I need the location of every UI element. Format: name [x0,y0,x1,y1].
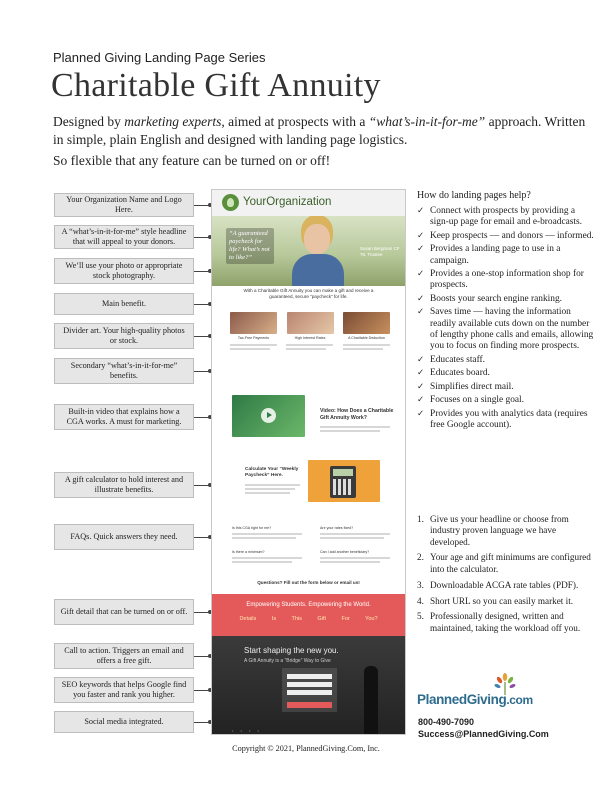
faq-question[interactable]: Is there a minimum? [232,550,265,554]
signup-form [282,668,337,712]
divider-photo [230,312,277,334]
form-field[interactable] [287,690,332,695]
callout-calculator: A gift calculator to hold interest and illustrate benefits. [54,472,194,498]
list-item: ✓ Saves time — having the information readily available cuts down on the number of lengthy phone calls and emails, allowing you to focus on finding more prospects. [417,307,594,352]
callout-social: Social media integrated. [54,711,194,733]
person-photo [304,224,330,254]
list-item: ✓ Connect with prospects by providing a sign-up page for email and e-broadcasts. [417,206,583,228]
person-body [292,254,344,286]
org-name: YourOrganization [243,196,332,208]
list-item: ✓ Provides a one-stop information shop for prospects. [417,269,584,291]
copyright: Copyright © 2021, PlannedGiving.Com, Inc. [232,744,380,753]
calculator-icon [330,466,356,498]
check-icon: ✓ [417,244,425,255]
list-item: ✓ Keep prospects — and donors — informed. [417,230,594,241]
check-icon: ✓ [417,395,425,406]
check-icon: ✓ [417,368,425,379]
form-field[interactable] [287,674,332,679]
text-line [245,492,290,494]
org-logo-icon [222,194,239,211]
text-line [343,344,390,346]
gift-calculator[interactable] [308,460,380,502]
call-to-action-section [212,636,405,735]
list-item: ✓ Simplifies direct mail. [417,381,514,392]
list-item: ✓ Focuses on a single goal. [417,395,524,406]
check-icon: ✓ [417,206,425,216]
divider-photos [230,312,390,334]
text-line [320,533,390,535]
callout-main-benefit: Main benefit. [54,293,194,315]
list-item: 1. Give us your headline or choose from industry proven language we have developed. [417,514,569,547]
cta-subtitle: A Gift Annuity is a “Bridge” Way to Give [244,658,331,664]
faq-question[interactable]: Can I add another beneficiary? [320,550,370,554]
contact-info [418,717,549,740]
callout-divider-art: Divider art. Your high-quality photos or stock. [54,323,194,349]
cta-title: Start shaping the new you. [244,646,339,655]
benefit-label: Tax-Free Payments [237,336,270,340]
list-item: ✓ Educates staff. [417,354,486,365]
questions-line: Questions? Fill out the form below or email us! [257,580,360,585]
text-line [230,348,270,350]
tagline: So flexible that any feature can be turned on or off! [53,153,331,168]
callout-gift-detail: Gift detail that can be turned on or off. [54,599,194,625]
calculator-title: Calculate Your “Weekly Paycheck” Here. [245,467,299,478]
gift-detail-links [212,616,405,622]
main-benefit-text: With a Charitable Gift Annuity you can make a gift and receive a guaranteed, secure “paycheck” for life. [243,288,374,299]
divider-photo [287,312,334,334]
runner-photo [364,666,378,735]
faq-question[interactable]: Is this CGA right for me? [232,526,272,530]
hero-quote: “A guaranteed paycheck for life? What’s not to like?” [226,228,274,264]
check-icon: ✓ [417,381,425,392]
intro-paragraph: Designed by marketing experts, aimed at prospects with a “what’s-in-it-for-me” approach. Written in simple, plain English and designed with landing page logistics. [53,114,586,147]
gift-detail-title: Empowering Students. Empowering the World. [246,602,371,608]
text-line [343,348,383,350]
callout-photo: We’ll use your photo or appropriate stock photography. [54,258,194,284]
text-line [232,557,302,559]
text-line [286,348,326,350]
series-label: Planned Giving Landing Page Series [53,50,266,65]
text-line [320,426,390,428]
check-icon: ✓ [417,307,425,318]
benefit-labels [230,336,390,340]
hero-name: Susan Bergman CF 76, Trustee [360,246,400,257]
landing-page-mockup [211,189,406,735]
text-line [245,488,295,490]
text-line [320,557,390,559]
email-address[interactable]: Success@PlannedGiving.Com [418,728,549,739]
text-line [232,533,302,535]
divider-photo [343,312,390,334]
phone-number[interactable]: 800-490-7090 [418,717,475,727]
benefit-label: A Charitable Deduction [348,336,385,340]
play-icon[interactable] [261,408,276,423]
callout-video: Built-in video that explains how a CGA works. A must for marketing. [54,404,194,430]
text-line [232,561,292,563]
list-item: ✓ Provides a landing page to use in a campaign. [417,244,561,266]
callout-headline: A “what’s-in-it-for-me” style headline that will appeal to your donors. [54,225,194,249]
plannedgiving-logo [417,672,537,712]
help-title: How do landing pages help? [417,190,531,201]
social-icons[interactable]: • • • • [232,728,262,733]
check-icon: ✓ [417,293,425,304]
video-thumbnail[interactable] [232,395,305,437]
logo-text: PlannedGiving.com [417,692,533,707]
callout-faqs: FAQs. Quick answers they need. [54,524,194,550]
callout-seo: SEO keywords that helps Google find you faster and rank you higher. [54,677,194,703]
features-numbered-list [417,514,595,639]
check-icon: ✓ [417,354,425,365]
list-item: 3. Downloadable ACGA rate tables (PDF). [417,579,579,590]
gift-detail-banner [212,594,405,636]
page-title: Charitable Gift Annuity [51,67,381,104]
benefits-checklist [417,206,595,433]
text-line [230,344,277,346]
text-line [245,484,300,486]
check-icon: ✓ [417,230,425,241]
callout-secondary-benefits: Secondary “what’s-in-it-for-me” benefits. [54,358,194,384]
text-line [320,537,384,539]
details-link[interactable]: Details [239,616,257,622]
text-line [232,537,296,539]
text-line [320,561,380,563]
list-item: ✓ Educates board. [417,368,490,379]
hero-image [212,216,405,286]
callout-org-name: Your Organization Name and Logo Here. [54,193,194,217]
benefit-label: High Interest Rates [294,336,326,340]
text-line [286,344,333,346]
list-item: ✓ Provides you with analytics data (requires free Google account). [417,408,588,430]
gift-for-you-link[interactable]: Is This Gift For You? [271,616,378,622]
list-item: 4. Short URL so you can easily market it. [417,595,574,606]
text-line [320,430,380,432]
callout-call-to-action: Call to action. Triggers an email and offers a free gift. [54,643,194,669]
list-item: 5. Professionally designed, written and maintained, taking the workload off you. [417,611,581,633]
faq-question[interactable]: Are your rates fixed? [320,526,354,530]
list-item: 2. Your age and gift minimums are configured into the calculator. [417,552,591,574]
list-item: ✓ Boosts your search engine ranking. [417,293,563,304]
form-field[interactable] [287,682,332,687]
submit-button[interactable] [287,702,332,708]
check-icon: ✓ [417,269,425,280]
mockup-header [212,190,405,216]
video-title: Video: How Does a Charitable Gift Annuity Work? [320,408,394,421]
check-icon: ✓ [417,408,425,419]
